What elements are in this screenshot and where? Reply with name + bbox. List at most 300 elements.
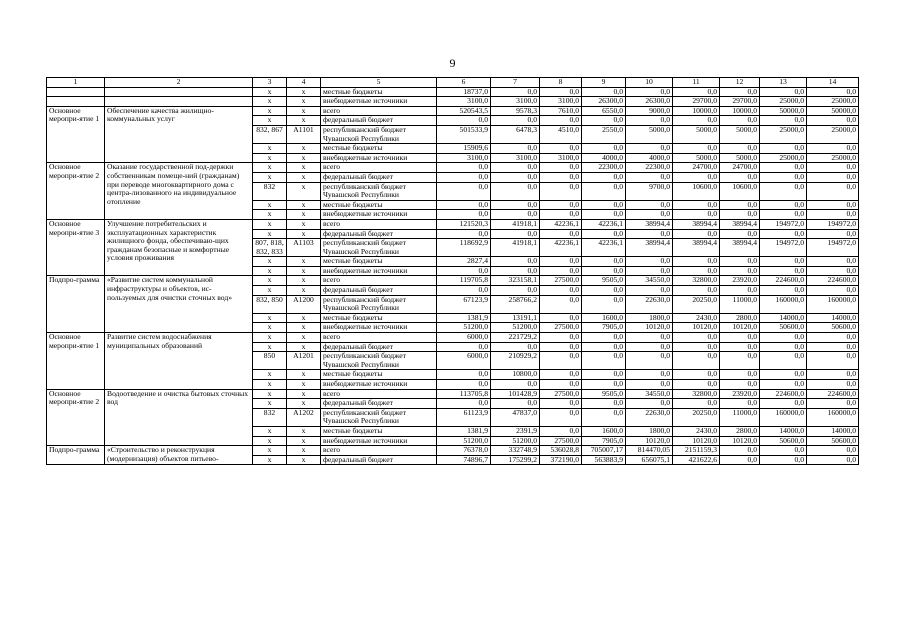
value-cell: 2827,4 <box>437 257 491 267</box>
value-cell: 0,0 <box>437 200 491 210</box>
article-cell: х <box>287 106 321 116</box>
funding-source-cell: местные бюджеты <box>321 200 437 210</box>
value-cell: 0,0 <box>626 200 673 210</box>
value-cell: 0,0 <box>626 266 673 276</box>
value-cell: 0,0 <box>673 229 720 239</box>
value-cell: 22630,0 <box>626 295 673 313</box>
article-cell: х <box>287 313 321 323</box>
value-cell: 121520,3 <box>437 219 491 229</box>
value-cell: 38994,4 <box>673 239 720 257</box>
article-cell: х <box>287 266 321 276</box>
value-cell: 41918,1 <box>491 239 540 257</box>
value-cell: 0,0 <box>582 286 626 296</box>
section-title-cell: Развитие систем водоснабжения муниципальных образований <box>105 333 253 390</box>
value-cell: 0,0 <box>673 172 720 182</box>
value-cell: 160000,0 <box>760 408 807 426</box>
code-cell: х <box>253 286 287 296</box>
value-cell: 0,0 <box>540 87 582 97</box>
value-cell: 0,0 <box>491 172 540 182</box>
value-cell: 0,0 <box>540 342 582 352</box>
value-cell: 224600,0 <box>807 389 859 399</box>
funding-source-cell: федеральный бюджет <box>321 229 437 239</box>
value-cell: 0,0 <box>720 399 760 409</box>
header-cell: 6 <box>437 78 491 88</box>
code-cell: 832, 850 <box>253 295 287 313</box>
value-cell: 0,0 <box>437 116 491 126</box>
funding-source-cell: федеральный бюджет <box>321 455 437 465</box>
value-cell: 67123,9 <box>437 295 491 313</box>
value-cell: 0,0 <box>540 172 582 182</box>
article-cell: х <box>287 257 321 267</box>
article-cell: х <box>287 333 321 343</box>
value-cell: 26300,0 <box>582 97 626 107</box>
code-cell: 850 <box>253 352 287 370</box>
value-cell: 0,0 <box>582 370 626 380</box>
value-cell: 0,0 <box>540 380 582 390</box>
value-cell: 2430,0 <box>673 313 720 323</box>
value-cell: 0,0 <box>807 352 859 370</box>
article-cell: х <box>287 200 321 210</box>
value-cell: 34550,0 <box>626 276 673 286</box>
value-cell: 50600,0 <box>760 323 807 333</box>
value-cell: 0,0 <box>807 380 859 390</box>
value-cell: 0,0 <box>491 116 540 126</box>
value-cell: 5000,0 <box>626 125 673 143</box>
code-cell: х <box>253 313 287 323</box>
value-cell: 0,0 <box>720 286 760 296</box>
value-cell: 113705,8 <box>437 389 491 399</box>
value-cell: 18737,0 <box>437 87 491 97</box>
value-cell: 0,0 <box>437 172 491 182</box>
value-cell: 0,0 <box>491 182 540 200</box>
value-cell: 50000,0 <box>760 106 807 116</box>
funding-source-cell: местные бюджеты <box>321 370 437 380</box>
section-label-cell: Основное меропри-ятие 1 <box>47 333 105 390</box>
value-cell: 0,0 <box>540 286 582 296</box>
value-cell: 0,0 <box>437 399 491 409</box>
section-label-cell: Основное меропри-ятие 2 <box>47 389 105 446</box>
funding-source-cell: республиканский бюджет Чувашской Республики <box>321 239 437 257</box>
code-cell: 832 <box>253 182 287 200</box>
funding-source-cell: федеральный бюджет <box>321 286 437 296</box>
value-cell: 0,0 <box>626 229 673 239</box>
value-cell: 3100,0 <box>540 153 582 163</box>
article-cell: х <box>287 153 321 163</box>
value-cell: 0,0 <box>673 144 720 154</box>
value-cell: 0,0 <box>491 210 540 220</box>
value-cell: 38994,4 <box>720 219 760 229</box>
section-title-cell: Улучшение потребительских и эксплуатационных характеристик жилищного фонда, обеспечиваю-щих гражданам безопасные и комфортные условия проживания <box>105 219 253 276</box>
value-cell: 0,0 <box>720 87 760 97</box>
header-cell: 2 <box>105 78 253 88</box>
value-cell: 0,0 <box>582 333 626 343</box>
funding-source-cell: внебюджетные источники <box>321 266 437 276</box>
value-cell: 0,0 <box>491 229 540 239</box>
value-cell: 10120,0 <box>673 323 720 333</box>
section-title-cell <box>105 87 253 97</box>
value-cell: 1800,0 <box>626 313 673 323</box>
value-cell: 160000,0 <box>807 408 859 426</box>
value-cell: 0,0 <box>673 333 720 343</box>
value-cell: 0,0 <box>491 163 540 173</box>
code-cell: х <box>253 426 287 436</box>
value-cell: 51200,0 <box>491 323 540 333</box>
article-cell: А1103 <box>287 239 321 257</box>
value-cell: 0,0 <box>760 257 807 267</box>
value-cell: 0,0 <box>720 370 760 380</box>
value-cell: 705007,17 <box>582 446 626 456</box>
value-cell: 0,0 <box>540 370 582 380</box>
value-cell: 27500,0 <box>540 389 582 399</box>
value-cell: 20250,0 <box>673 408 720 426</box>
value-cell: 42236,1 <box>582 239 626 257</box>
value-cell: 5000,0 <box>673 153 720 163</box>
code-cell: х <box>253 257 287 267</box>
section-label-cell: Основное меропри-ятие 1 <box>47 106 105 163</box>
value-cell: 6550,0 <box>582 106 626 116</box>
value-cell: 160000,0 <box>807 295 859 313</box>
value-cell: 0,0 <box>626 172 673 182</box>
value-cell: 2800,0 <box>720 313 760 323</box>
value-cell: 0,0 <box>540 408 582 426</box>
funding-source-cell: всего <box>321 163 437 173</box>
value-cell: 0,0 <box>673 380 720 390</box>
value-cell: 9505,0 <box>582 389 626 399</box>
value-cell: 3100,0 <box>437 153 491 163</box>
value-cell: 0,0 <box>491 286 540 296</box>
value-cell: 2391,9 <box>491 426 540 436</box>
funding-source-cell: внебюджетные источники <box>321 323 437 333</box>
value-cell: 0,0 <box>582 266 626 276</box>
section-label-cell <box>47 97 105 107</box>
funding-source-cell: всего <box>321 446 437 456</box>
code-cell: х <box>253 399 287 409</box>
value-cell: 14000,0 <box>807 426 859 436</box>
header-cell: 14 <box>807 78 859 88</box>
value-cell: 1381,9 <box>437 313 491 323</box>
table-body <box>47 78 859 465</box>
value-cell: 0,0 <box>673 257 720 267</box>
value-cell: 0,0 <box>720 144 760 154</box>
code-cell: х <box>253 219 287 229</box>
code-cell: х <box>253 333 287 343</box>
value-cell: 0,0 <box>491 399 540 409</box>
article-cell: А1202 <box>287 408 321 426</box>
article-cell: х <box>287 399 321 409</box>
value-cell: 11000,0 <box>720 408 760 426</box>
value-cell: 9505,0 <box>582 276 626 286</box>
article-cell: х <box>287 229 321 239</box>
value-cell: 27500,0 <box>540 323 582 333</box>
value-cell: 0,0 <box>807 200 859 210</box>
table-row <box>47 389 859 399</box>
value-cell: 20250,0 <box>673 295 720 313</box>
value-cell: 51200,0 <box>437 436 491 446</box>
article-cell: х <box>287 210 321 220</box>
value-cell: 0,0 <box>626 370 673 380</box>
article-cell: х <box>287 370 321 380</box>
value-cell: 14000,0 <box>760 426 807 436</box>
value-cell: 0,0 <box>807 229 859 239</box>
value-cell: 1600,0 <box>582 426 626 436</box>
funding-source-cell: всего <box>321 276 437 286</box>
value-cell: 0,0 <box>807 446 859 456</box>
value-cell: 224600,0 <box>760 276 807 286</box>
value-cell: 0,0 <box>582 210 626 220</box>
value-cell: 2550,0 <box>582 125 626 143</box>
section-title-cell <box>105 97 253 107</box>
value-cell: 0,0 <box>437 182 491 200</box>
code-cell: х <box>253 87 287 97</box>
code-cell: х <box>253 153 287 163</box>
value-cell: 0,0 <box>540 352 582 370</box>
value-cell: 0,0 <box>582 257 626 267</box>
header-row <box>47 78 859 88</box>
funding-source-cell: всего <box>321 333 437 343</box>
value-cell: 0,0 <box>582 87 626 97</box>
value-cell: 194972,0 <box>760 239 807 257</box>
value-cell: 0,0 <box>540 295 582 313</box>
value-cell: 13191,1 <box>491 313 540 323</box>
article-cell: х <box>287 87 321 97</box>
value-cell: 9578,3 <box>491 106 540 116</box>
value-cell: 0,0 <box>720 446 760 456</box>
code-cell: х <box>253 455 287 465</box>
table-row <box>47 163 859 173</box>
value-cell: 51200,0 <box>491 436 540 446</box>
value-cell: 3100,0 <box>540 97 582 107</box>
value-cell: 0,0 <box>540 257 582 267</box>
value-cell: 0,0 <box>760 446 807 456</box>
value-cell: 2430,0 <box>673 426 720 436</box>
value-cell: 0,0 <box>807 266 859 276</box>
value-cell: 22300,0 <box>582 163 626 173</box>
value-cell: 22300,0 <box>626 163 673 173</box>
value-cell: 5000,0 <box>720 153 760 163</box>
value-cell: 0,0 <box>540 229 582 239</box>
value-cell: 24700,0 <box>720 163 760 173</box>
table-row <box>47 106 859 116</box>
value-cell: 0,0 <box>807 342 859 352</box>
value-cell: 15909,6 <box>437 144 491 154</box>
value-cell: 6000,0 <box>437 333 491 343</box>
article-cell: х <box>287 182 321 200</box>
value-cell: 0,0 <box>720 257 760 267</box>
value-cell: 0,0 <box>760 200 807 210</box>
funding-source-cell: внебюджетные источники <box>321 153 437 163</box>
value-cell: 175299,2 <box>491 455 540 465</box>
value-cell: 0,0 <box>807 370 859 380</box>
funding-source-cell: федеральный бюджет <box>321 116 437 126</box>
value-cell: 0,0 <box>540 210 582 220</box>
code-cell: 807, 818, 832, 833 <box>253 239 287 257</box>
header-cell: 5 <box>321 78 437 88</box>
code-cell: х <box>253 229 287 239</box>
value-cell: 0,0 <box>807 210 859 220</box>
value-cell: 536028,8 <box>540 446 582 456</box>
value-cell: 0,0 <box>720 455 760 465</box>
value-cell: 0,0 <box>720 266 760 276</box>
value-cell: 421622,6 <box>673 455 720 465</box>
value-cell: 38994,4 <box>626 239 673 257</box>
value-cell: 0,0 <box>807 286 859 296</box>
value-cell: 9000,0 <box>626 106 673 116</box>
header-cell: 8 <box>540 78 582 88</box>
funding-source-cell: республиканский бюджет Чувашской Республики <box>321 295 437 313</box>
value-cell: 0,0 <box>673 266 720 276</box>
code-cell: 832, 867 <box>253 125 287 143</box>
value-cell: 22630,0 <box>626 408 673 426</box>
value-cell: 118692,9 <box>437 239 491 257</box>
value-cell: 23920,0 <box>720 276 760 286</box>
value-cell: 101428,9 <box>491 389 540 399</box>
value-cell: 10120,0 <box>673 436 720 446</box>
value-cell: 3100,0 <box>491 97 540 107</box>
funding-source-cell: республиканский бюджет Чувашской Республики <box>321 125 437 143</box>
value-cell: 0,0 <box>807 172 859 182</box>
value-cell: 0,0 <box>807 257 859 267</box>
code-cell: х <box>253 163 287 173</box>
header-cell: 1 <box>47 78 105 88</box>
value-cell: 0,0 <box>437 370 491 380</box>
value-cell: 0,0 <box>491 144 540 154</box>
value-cell: 0,0 <box>673 352 720 370</box>
section-title-cell: Обеспечение качества жилищно-коммунальных услуг <box>105 106 253 163</box>
article-cell: х <box>287 323 321 333</box>
value-cell: 0,0 <box>491 87 540 97</box>
value-cell: 0,0 <box>540 163 582 173</box>
section-label-cell: Основное меропри-ятие 2 <box>47 163 105 220</box>
article-cell: х <box>287 276 321 286</box>
value-cell: 61123,9 <box>437 408 491 426</box>
value-cell: 0,0 <box>437 210 491 220</box>
value-cell: 0,0 <box>582 399 626 409</box>
value-cell: 224600,0 <box>807 276 859 286</box>
funding-source-cell: всего <box>321 389 437 399</box>
value-cell: 10120,0 <box>626 436 673 446</box>
value-cell: 32800,0 <box>673 276 720 286</box>
value-cell: 0,0 <box>720 116 760 126</box>
value-cell: 0,0 <box>760 352 807 370</box>
value-cell: 6478,3 <box>491 125 540 143</box>
code-cell: х <box>253 380 287 390</box>
value-cell: 0,0 <box>491 257 540 267</box>
value-cell: 7905,0 <box>582 323 626 333</box>
value-cell: 0,0 <box>673 200 720 210</box>
value-cell: 0,0 <box>807 455 859 465</box>
code-cell: х <box>253 370 287 380</box>
value-cell: 0,0 <box>437 229 491 239</box>
value-cell: 0,0 <box>720 229 760 239</box>
value-cell: 0,0 <box>540 200 582 210</box>
value-cell: 0,0 <box>673 370 720 380</box>
value-cell: 0,0 <box>540 426 582 436</box>
value-cell: 0,0 <box>807 144 859 154</box>
funding-source-cell: республиканский бюджет Чувашской Республики <box>321 408 437 426</box>
budget-table <box>46 77 859 465</box>
value-cell: 27500,0 <box>540 276 582 286</box>
value-cell: 194972,0 <box>807 219 859 229</box>
value-cell: 7905,0 <box>582 436 626 446</box>
article-cell: х <box>287 97 321 107</box>
value-cell: 221729,2 <box>491 333 540 343</box>
value-cell: 4000,0 <box>582 153 626 163</box>
value-cell: 29700,0 <box>673 97 720 107</box>
value-cell: 2151159,3 <box>673 446 720 456</box>
value-cell: 10120,0 <box>720 436 760 446</box>
value-cell: 0,0 <box>760 182 807 200</box>
value-cell: 0,0 <box>626 399 673 409</box>
value-cell: 0,0 <box>760 333 807 343</box>
table-row <box>47 87 859 97</box>
value-cell: 0,0 <box>437 286 491 296</box>
value-cell: 10600,0 <box>673 182 720 200</box>
value-cell: 194972,0 <box>807 239 859 257</box>
value-cell: 0,0 <box>582 229 626 239</box>
value-cell: 332748,9 <box>491 446 540 456</box>
value-cell: 501533,9 <box>437 125 491 143</box>
value-cell: 6000,0 <box>437 352 491 370</box>
value-cell: 0,0 <box>626 116 673 126</box>
value-cell: 119705,8 <box>437 276 491 286</box>
code-cell: 832 <box>253 408 287 426</box>
value-cell: 0,0 <box>760 286 807 296</box>
value-cell: 26300,0 <box>626 97 673 107</box>
header-cell: 10 <box>626 78 673 88</box>
value-cell: 0,0 <box>491 266 540 276</box>
section-label-cell: Основное меропри-ятие 3 <box>47 219 105 276</box>
value-cell: 0,0 <box>720 172 760 182</box>
section-title-cell: «Строительство и реконструкция (модернизация) объектов питьево- <box>105 446 253 465</box>
funding-source-cell: всего <box>321 219 437 229</box>
value-cell: 38994,4 <box>626 219 673 229</box>
value-cell: 10000,0 <box>720 106 760 116</box>
code-cell: х <box>253 266 287 276</box>
article-cell: А1200 <box>287 295 321 313</box>
value-cell: 29700,0 <box>720 97 760 107</box>
funding-source-cell: внебюджетные источники <box>321 380 437 390</box>
article-cell: х <box>287 163 321 173</box>
code-cell: х <box>253 172 287 182</box>
value-cell: 2800,0 <box>720 426 760 436</box>
value-cell: 32800,0 <box>673 389 720 399</box>
value-cell: 0,0 <box>582 144 626 154</box>
value-cell: 10600,0 <box>720 182 760 200</box>
header-cell: 4 <box>287 78 321 88</box>
value-cell: 0,0 <box>720 352 760 370</box>
code-cell: х <box>253 446 287 456</box>
value-cell: 7610,0 <box>540 106 582 116</box>
funding-source-cell: федеральный бюджет <box>321 172 437 182</box>
value-cell: 0,0 <box>807 163 859 173</box>
value-cell: 76378,0 <box>437 446 491 456</box>
value-cell: 520543,5 <box>437 106 491 116</box>
value-cell: 0,0 <box>720 210 760 220</box>
value-cell: 0,0 <box>626 286 673 296</box>
value-cell: 25000,0 <box>760 125 807 143</box>
section-title-cell: Водоотведение и очистка бытовых сточных вод <box>105 389 253 446</box>
value-cell: 51200,0 <box>437 323 491 333</box>
header-cell: 3 <box>253 78 287 88</box>
section-title-cell: Оказание государственной под-держки собственникам помеще-ний (гражданам) при переводе многоквартирного дома с центра-лизованного на индивидуальное отопление <box>105 163 253 220</box>
value-cell: 0,0 <box>491 380 540 390</box>
value-cell: 4510,0 <box>540 125 582 143</box>
value-cell: 9700,0 <box>626 182 673 200</box>
header-cell: 11 <box>673 78 720 88</box>
value-cell: 224600,0 <box>760 389 807 399</box>
value-cell: 814470,05 <box>626 446 673 456</box>
value-cell: 10800,0 <box>491 370 540 380</box>
